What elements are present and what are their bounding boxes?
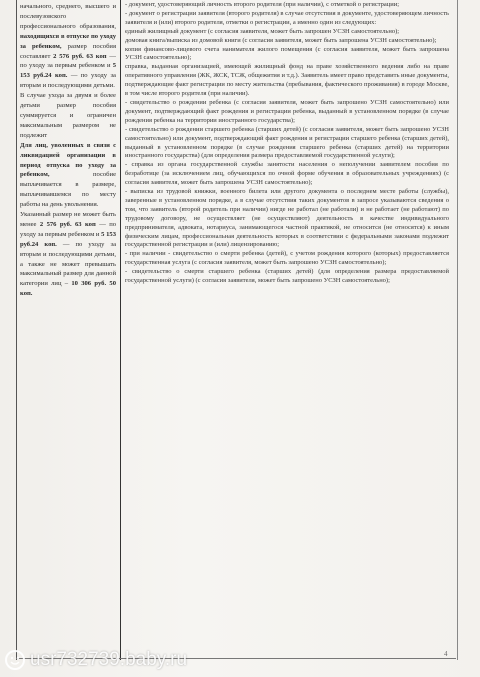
baby-face-icon [4, 649, 26, 671]
right-item: - документ, удостоверяющий личность второго родителя (при наличии), с отметкой о регистрации; [125, 1, 400, 8]
right-item: - выписка из трудовой книжки, военного билета или другого документа о последнем месте работы (службы), заверенные в установленном порядке, а в случае отсутствия таких документов в запросе указываются сведения о том, что заявитель (второй родитель при наличии) нигде не работал (не работали) и не работает (не работают) по трудовому договору, не осуществляет (не осуществляют) деятельность в качестве индивидуального предпринимателя, адвоката, нотариуса, занимающегося частной практикой, не относится (не относятся) к иным физическим лицам, профессиональная деятельность которых в соответствии с федеральными законами подлежит государственной регистрации и (или) лицензированию; [125, 188, 449, 249]
left-paragraph-1: начального, среднего, высшего и послевузовского профессионального образования, находящихся в отпуске по уходу за ребенком, размер пособия составляет 2 576 руб. 63 коп — по уходу за первым ребенком и 5 153 руб.24 коп. — по уходу за вторым и последующими детьми. [20, 3, 116, 90]
right-column-text [125, 1, 449, 286]
right-item: - свидетельство о смерти старшего ребенка (старших детей) (для определения размера предоставляемой государственной услуги) (с согласия заявителя, может быть запрошено УСЗН самостоятельно); [125, 268, 449, 285]
page-number: 4 [444, 650, 448, 658]
right-item: - при наличии - свидетельство о смерти ребенка (детей), с учетом рождения которого (которых) предоставляется государственная услуга (с согласия заявителя, может быть запрошено УСЗН самостоятельно); [125, 250, 449, 267]
right-item: копия финансово-лицевого счета нанимателя жилого помещения (с согласия заявителя, может быть запрошена УСЗН самостоятельно); [125, 45, 449, 62]
right-item: справка, выданная организацией, имеющей жилищный фонд на праве хозяйственного ведения либо на праве оперативного управления (ЖК, ЖСК, ТСЖ, общежития и т.д.). Заявитель имеет право представить иные документы, подтверждающие факт регистрации по месту жительства (пребывания, фактического проживания) в городе Москве, в том числе второго родителя (при наличии). [125, 63, 449, 98]
watermark-text: usr732739.baby.ru [30, 649, 188, 670]
right-item: - свидетельство о рождении старшего ребенка (старших детей) (с согласия заявителя, может быть запрошено УСЗН самостоятельно) или документ, подтверждающий факт рождения и регистрации старшего ребенка (старших детей), выданный в установленном порядке (в случае рождения старшего ребенка (старших детей) на территории иностранного государства) (для определения размера предоставляемой государственной услуги); [125, 125, 449, 160]
column-divider [120, 0, 121, 660]
right-item: - документ о регистрации заявителя (второго родителя) в случае отсутствия в документе, удостоверяющем личность заявителя и (или) второго родителя, отметки о регистрации, а именно один из следующих: [125, 9, 449, 26]
left-column-text [20, 2, 116, 299]
right-item: - свидетельство о рождении ребенка (с согласия заявителя, может быть запрошено УСЗН самостоятельно) или документ, подтверждающий факт рождения и регистрации ребенка, выданный в установленном порядке (в случае рождения ребенка на территории иностранного государства); [125, 98, 449, 124]
left-paragraph-2: В случае ухода за двумя и более детьми размер пособия суммируется и ограничен максимальным размером не подлежит [20, 92, 116, 139]
left-paragraph-3: Для лиц, уволенных в связи с ликвидацией организации в период отпуска по уходу за ребенком, пособие выплачивается в размере, выплачивавшемся по месту работы на день увольнения. [20, 141, 116, 209]
right-item: - справка из органа государственной службы занятости населения о неполучении заявителем пособия по безработице (за исключением лиц, обучающихся по очной форме обучения в образовательных учреждениях) (с согласия заявителя, может быть запрошена УСЗН самостоятельно); [125, 161, 449, 187]
left-paragraph-4: Указанный размер не может быть менее 2 576 руб. 63 коп — по уходу за первым ребенком и 5 153 руб.24 коп. — по уходу за вторым и последующими детьми, а также не может превышать максимальный размер для данной категории лиц – 10 306 руб. 50 коп. [20, 211, 117, 298]
right-item: домовая книга/выписка из домовой книги (с согласия заявителя, может быть запрошена УСЗН самостоятельно); [125, 36, 437, 44]
site-watermark [0, 646, 240, 674]
right-item: единый жилищный документ (с согласия заявителя, может быть запрошен УСЗН самостоятельно); [125, 27, 400, 35]
